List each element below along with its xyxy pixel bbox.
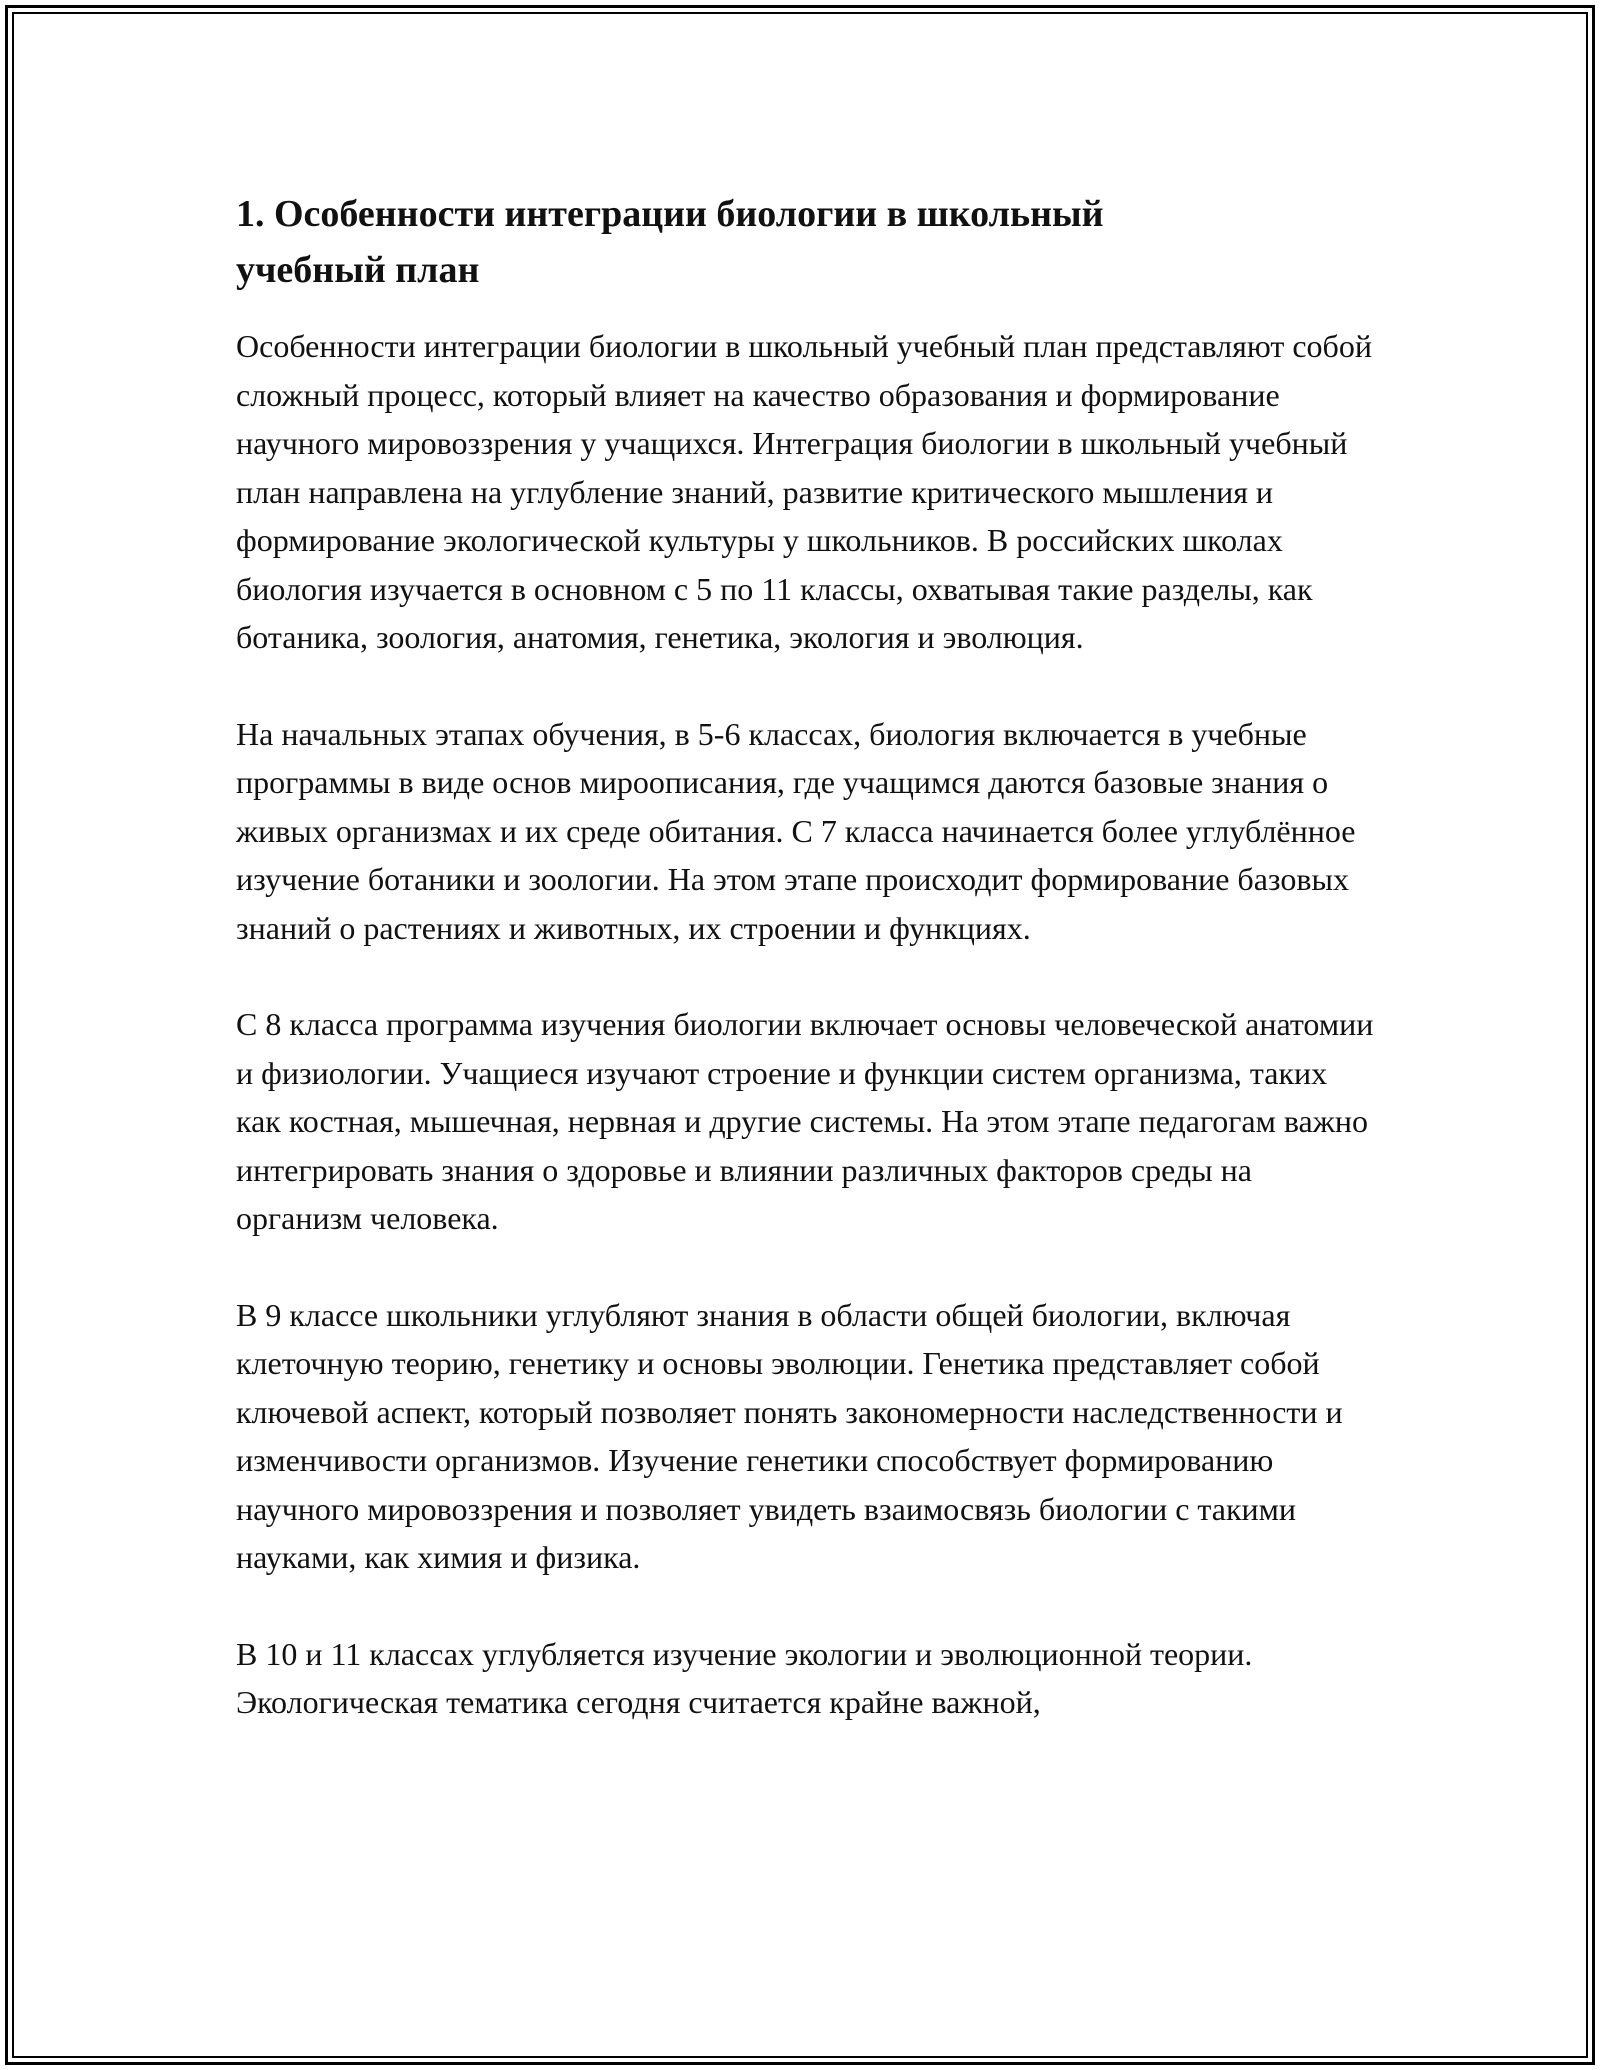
paragraph-4: В 9 классе школьники углубляют знания в области общей биологии, включая клеточную теорию, генетику и основы эволюции. Генетика представляет собой ключевой аспект, который позволяет понять закономерности наследственности и изменчивости организмов. Изучение генетики способствует формированию научного мировоззрения и позволяет увидеть взаимосвязь биологии с такими науками, как химия и физика. — [236, 1296, 1343, 1575]
paragraph-1: Особенности интеграции биологии в школьный учебный план представляют собой сложный процесс, который влияет на качество образования и формирование научного мировоззрения у учащихся. Интеграция биологии в школьный учебный план направлена на углубление знаний, развитие критического мышления и формирование экологической культуры у школьников. В российских школах биология изучается в основном с 5 по 11 классы, охватывая такие разделы, как ботаника, зоология, анатомия, генетика, экология и эволюция. — [236, 328, 1372, 655]
section-heading: 1. Особенности интеграции биологии в школьный учебный план — [236, 193, 1104, 291]
paragraph-5: В 10 и 11 классах углубляется изучение экологии и эволюционной теории. Экологическая тематика сегодня считается крайне важной, — [236, 1635, 1253, 1720]
paragraph-2: На начальных этапах обучения, в 5-6 классах, биология включается в учебные программы в виде основ мироописания, где учащимся даются базовые знания о живых организмах и их среде обитания. С 7 класса начинается более углублённое изучение ботаники и зоологии. На этом этапе происходит формирование базовых знаний о растениях и животных, их строении и функциях. — [236, 715, 1356, 946]
paragraph-3: С 8 класса программа изучения биологии включает основы человеческой анатомии и физиологии. Учащиеся изучают строение и функции систем организма, таких как костная, мышечная, нервная и другие системы. На этом этапе педагогам важно интегрировать знания о здоровье и влиянии различных факторов среды на организм человека. — [236, 1006, 1374, 1236]
document-body — [236, 186, 1376, 1727]
